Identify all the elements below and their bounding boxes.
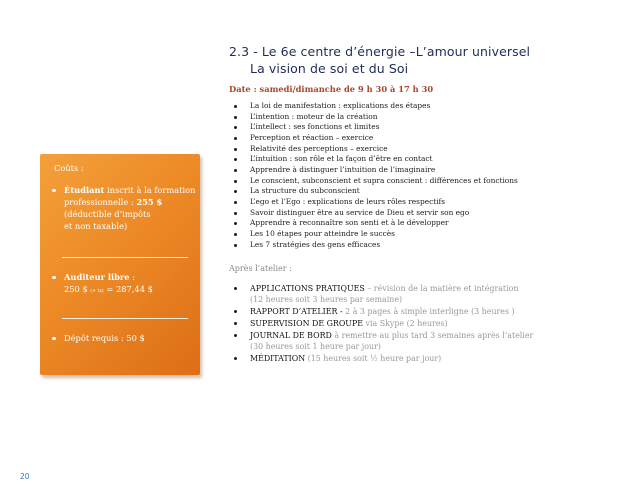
deposit: Dépôt requis : 50 $ <box>52 332 145 344</box>
page-number: 20 <box>20 472 30 481</box>
item-detail: 2 à 3 pages à simple interligne (3 heures ) <box>342 307 515 316</box>
costs-box <box>40 154 200 375</box>
section-title <box>229 43 530 77</box>
auditor-cost <box>52 271 153 298</box>
auditor-label: Auditeur libre <box>64 272 130 282</box>
topic-item: Les 7 stratégies des gens efficaces <box>232 240 518 251</box>
costs-heading: Coûts : <box>54 163 84 173</box>
student-text: professionnelle : <box>64 197 137 207</box>
after-workshop-item <box>232 330 533 352</box>
topic-item: L’intellect : ses fonctions et limites <box>232 122 518 133</box>
topic-item: La loi de manifestation : explications des étapes <box>232 101 518 112</box>
student-cost <box>52 184 196 232</box>
after-workshop-item <box>232 353 533 364</box>
section-title-line2: La vision de soi et du Soi <box>250 61 409 76</box>
topic-list <box>232 101 518 250</box>
auditor-price: 250 $ <box>64 284 91 294</box>
item-key: RAPPORT D’ATELIER - <box>250 307 343 316</box>
student-price: 255 $ <box>136 197 163 207</box>
student-tax-note: (déductible d’impôts <box>64 209 151 219</box>
student-tax-note: et non taxable) <box>64 221 128 231</box>
topic-item: L’intuition : son rôle et la façon d’être en contact <box>232 154 518 165</box>
topic-item: L’intention : moteur de la création <box>232 112 518 123</box>
topic-item: La structure du subconscient <box>232 186 518 197</box>
topic-item: L’ego et l’Ego : explications de leurs rôles respectifs <box>232 197 518 208</box>
item-detail: via Skype (2 heures) <box>363 319 448 328</box>
after-workshop-list <box>232 283 533 365</box>
student-text: inscrit à la formation <box>104 185 196 195</box>
item-key: MÉDITATION <box>250 354 306 363</box>
after-workshop-item <box>232 283 533 305</box>
section-title-line1: 2.3 - Le 6e centre d’énergie –L’amour universel <box>229 44 531 59</box>
item-detail: – révision de la matière et intégration <box>364 284 519 293</box>
topic-item: Savoir distinguer être au service de Dieu et servir son ego <box>232 208 518 219</box>
after-workshop-item <box>232 318 533 329</box>
item-key: APPLICATIONS PRATIQUES <box>250 284 365 293</box>
item-key: JOURNAL DE BORD <box>250 331 332 340</box>
after-workshop-item <box>232 306 533 317</box>
after-workshop-label: Après l’atelier : <box>229 264 292 273</box>
auditor-colon: : <box>129 272 136 282</box>
item-sub: (12 heures soit 3 heures par semaine) <box>250 295 403 304</box>
workshop-date: Date : samedi/dimanche de 9 h 30 à 17 h 30 <box>229 84 434 94</box>
auditor-total: = 287,44 $ <box>103 284 153 294</box>
divider <box>62 257 188 258</box>
topic-item: Les 10 étapes pour atteindre le succès <box>232 229 518 240</box>
item-detail: à remettre au plus tard 3 semaines après l’atelier <box>331 331 534 340</box>
topic-item: Apprendre à distinguer l’intuition de l’imaginaire <box>232 165 518 176</box>
student-label: Étudiant <box>64 185 105 195</box>
tax-note: (+ tx) <box>90 289 104 294</box>
item-sub: (30 heures soit 1 heure par jour) <box>250 342 381 351</box>
item-detail: (15 heures soit ½ heure par jour) <box>305 354 442 363</box>
divider <box>62 318 188 319</box>
topic-item: Relativité des perceptions – exercice <box>232 144 518 155</box>
topic-item: Le conscient, subconscient et supra conscient : différences et fonctions <box>232 176 518 187</box>
topic-item: Perception et réaction – exercice <box>232 133 518 144</box>
item-key: SUPERVISION DE GROUPE <box>250 319 364 328</box>
topic-item: Apprendre à reconnaître son senti et à le développer <box>232 218 518 229</box>
